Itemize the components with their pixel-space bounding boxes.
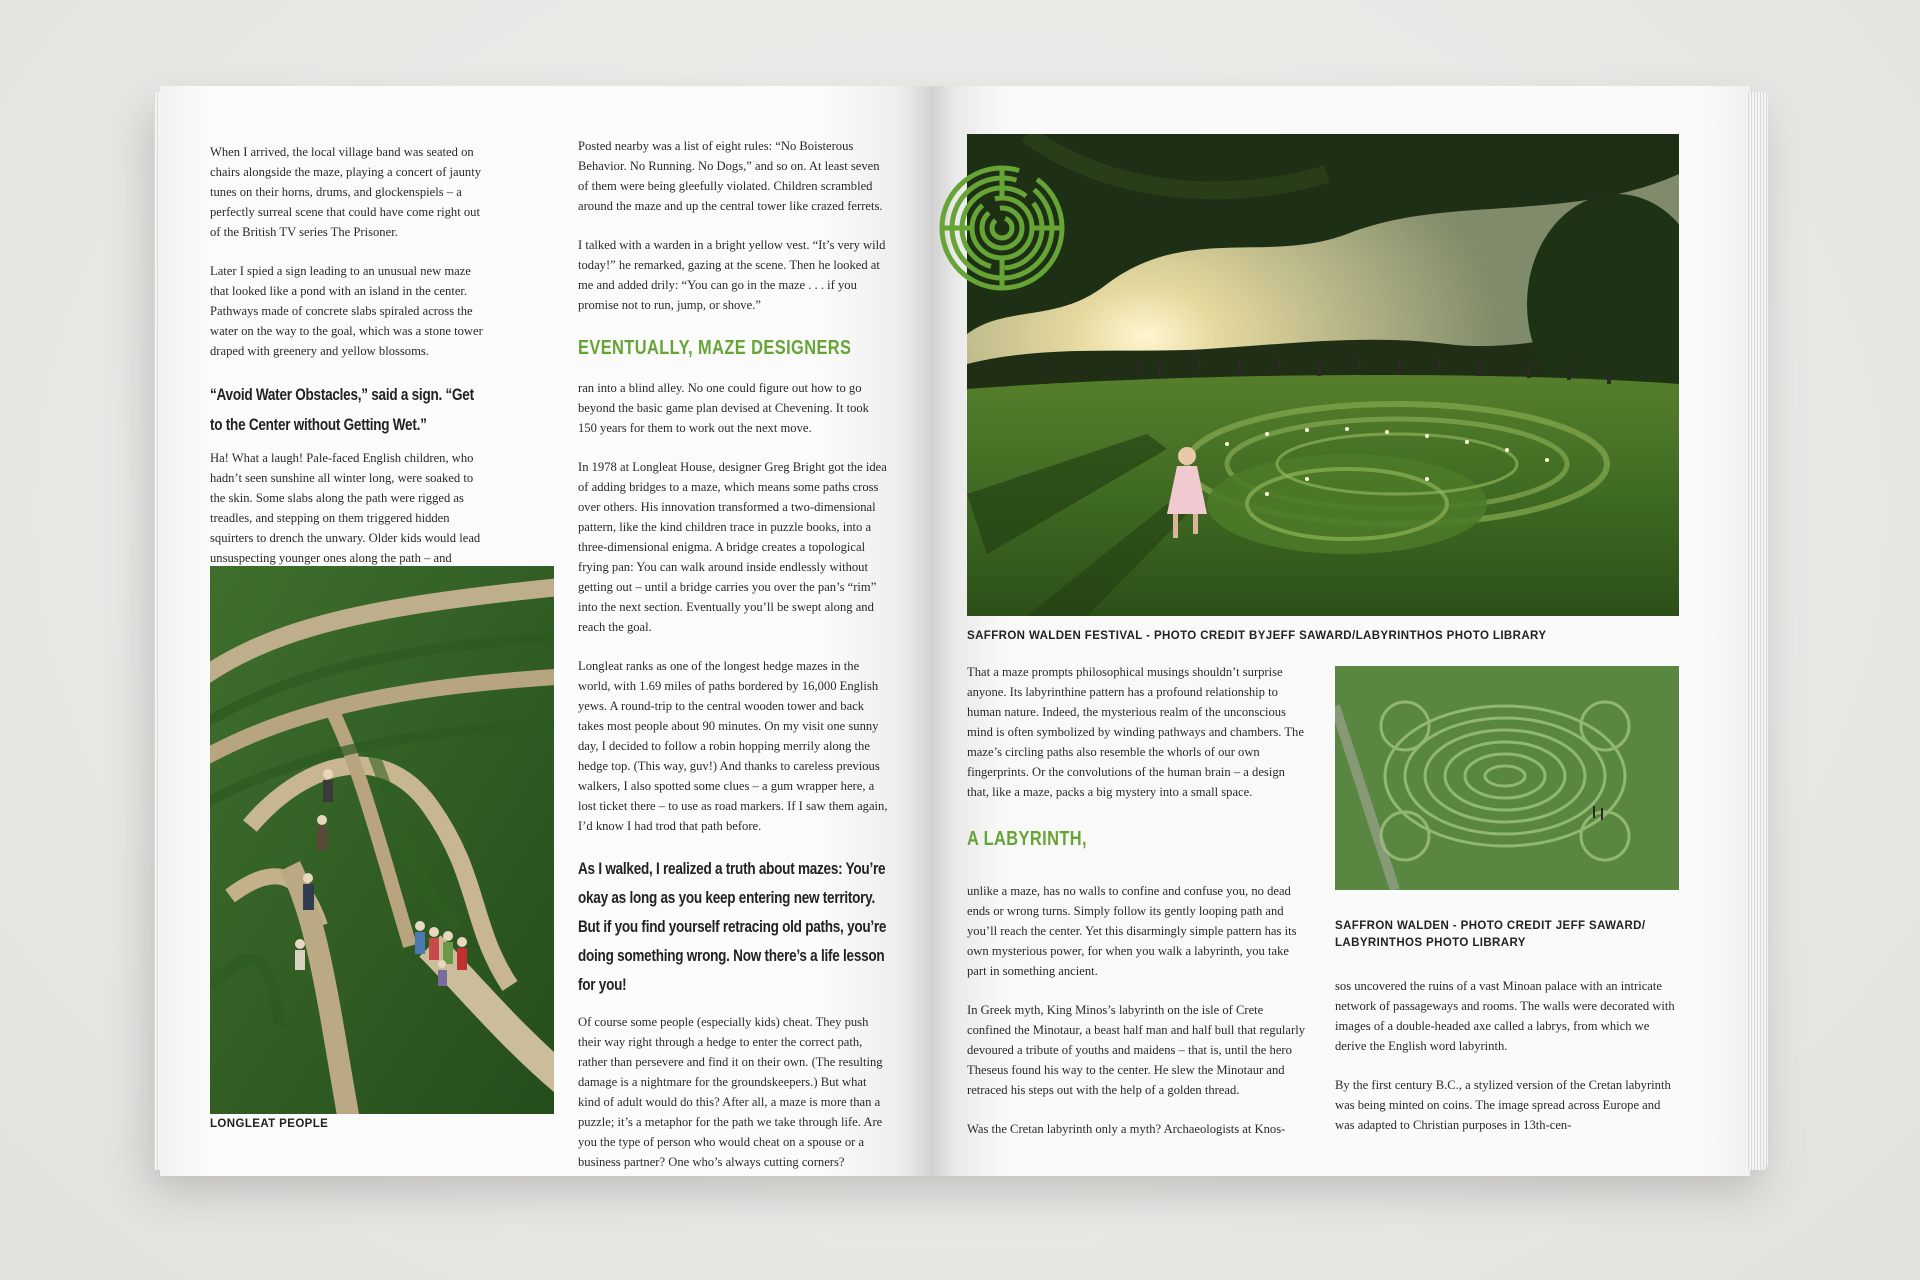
section-heading-text: EVENTUALLY, MAZE DESIGNERS <box>578 337 852 359</box>
paragraph: In Greek myth, King Minos’s labyrinth on the isle of Crete confined the Minotaur, a beast half man and half bull that regularly devoured a tribute of youths and maidens – that is, until the hero Theseus found his way to the center. He slew the Minotaur and retraced his steps out with the help of a golden thread. <box>967 1003 1306 1097</box>
saffron-walden-festival-photo <box>967 134 1679 616</box>
left-column-1 <box>210 142 490 607</box>
paragraph: By the first century B.C., a stylized version of the Cretan labyrinth was being minted on coins. The image spread across Europe and was adapted to Christian purposes in 13th-cen- <box>1335 1078 1671 1132</box>
paragraph: That a maze prompts philosophical musings shouldn’t surprise anyone. Its labyrinthine pattern has a profound relationship to human nature. Indeed, the mysterious realm of the unconscious mind is often symbolized by winding pathways and chambers. The maze’s circling paths also resemble the whorls of our own fingerprints. Or the convolutions of the human brain – a design that, like a maze, packs a big mystery into a small space. <box>967 665 1304 799</box>
pull-quote: As I walked, I realized a truth about mazes: You’re okay as long as you keep entering new territory. But if you find yourself retracing old paths, you’re doing something wrong. Now there’s a life lesson for you! <box>578 860 887 994</box>
left-column-2 <box>578 136 890 1176</box>
paragraph: When I arrived, the local village band was seated on chairs alongside the maze, playing a concert of jaunty tunes on their horns, drums, and glockenspiels – a perfectly surreal scene that could have come right out of the British TV series The Prisoner. <box>210 145 482 239</box>
saffron-walden-aerial-photo <box>1335 666 1679 890</box>
paragraph: Of course some people (especially kids) cheat. They push their way right through a hedge to enter the correct path, rather than persevere and find it on their own. (The resulting damage is a nightmare for the groundskeepers.) But what kind of adult would do this? After all, a maze is more than a puzzle; it’s a metaphor for the path we take through life. Are you the type of person who would cheat on a spouse or a business partner? One who’s always cutting corners? <box>578 1015 883 1169</box>
pull-quote: “Avoid Water Obstacles,” said a sign. “Get to the Center without Getting Wet.” <box>210 386 474 434</box>
paragraph: In 1978 at Longleat House, designer Greg Bright got the idea of adding bridges to a maze, which means some paths cross over others. His innovation transformed a two-dimensional pattern, like the kind children trace in puzzle books, into a three-dimensional enigma. A bridge creates a topological frying pan: You can walk around inside endlessly without getting out – until a bridge carries you over the pan’s “rim” into the next section. Eventually you’ll be swept along and reach the goal. <box>578 460 887 634</box>
paragraph: Later I spied a sign leading to an unusual new maze that looked like a pond with an island in the center. Pathways made of concrete slabs spiraled across the water on the way to the goal, which was a stone tower draped with greenery and yellow blossoms. <box>210 264 483 358</box>
right-page <box>930 86 1750 1176</box>
paragraph: Ha! What a laugh! Pale-faced English children, who hadn’t seen sunshine all winter long, were soaked to the skin. Some slabs along the path were rigged as treadles, and stepping on them triggered hidden squirters to drench the unwary. Older kids would lead unsuspecting younger ones along the path – and <box>210 451 481 565</box>
paragraph: ran into a blind alley. No one could figure out how to go beyond the basic game plan devised at Chevening. It took 150 years for them to work out the next move. <box>578 381 869 435</box>
section-heading <box>578 337 890 360</box>
paragraph: I talked with a warden in a bright yellow vest. “It’s very wild today!” he remarked, gazing at the scene. Then he looked at me and added drily: “You can go in the maze . . . if you promise not to run, jump, or shove.” <box>578 238 886 312</box>
right-column-1 <box>967 662 1307 1158</box>
paragraph: Was the Cretan labyrinth only a myth? Archaeologists at Knos- <box>967 1122 1286 1136</box>
longleat-maze-photo <box>210 566 554 1114</box>
right-column-2 <box>1335 976 1675 1154</box>
photo-caption <box>1335 918 1645 952</box>
caption-line: LABYRINTHOS PHOTO LIBRARY <box>1335 937 1526 949</box>
photo-caption: SAFFRON WALDEN FESTIVAL - PHOTO CREDIT BYJEFF SAWARD/LABYRINTHOS PHOTO LIBRARY <box>967 630 1547 642</box>
left-page <box>160 86 930 1176</box>
paragraph: unlike a maze, has no walls to confine and confuse you, no dead ends or wrong turns. Simply follow its gently looping path and you’ll reach the center. Yet this disarmingly simple pattern has its own mysterious power, for when you walk a labyrinth, you take part in something ancient. <box>967 884 1297 978</box>
section-heading-text: A LABYRINTH, <box>967 828 1088 850</box>
section-heading <box>967 828 1307 851</box>
caption-line: SAFFRON WALDEN - PHOTO CREDIT JEFF SAWARD/ <box>1335 920 1646 932</box>
right-page-edges <box>1746 92 1768 1170</box>
paragraph: Longleat ranks as one of the longest hedge mazes in the world, with 1.69 miles of paths bordered by 16,000 English yews. A round-trip to the central wooden tower and back takes most people about 90 minutes. On my visit one sunny day, I decided to follow a robin hopping merrily along the hedge top. (This way, guv!) And thanks to careless previous walkers, I also spotted some clues – a gum wrapper here, a lost ticket there – to use as road markers. If I saw them again, I’d know I had trod that path before. <box>578 659 888 833</box>
paragraph: sos uncovered the ruins of a vast Minoan palace with an intricate network of passageways and rooms. The walls were decorated with images of a double-headed axe called a labrys, from which we derive the English word labyrinth. <box>1335 979 1675 1053</box>
labyrinth-logo-icon <box>936 162 1068 294</box>
paragraph: Posted nearby was a list of eight rules: “No Boisterous Behavior. No Running. No Dogs,” and so on. At least seven of them were being gleefully violated. Children scrambled around the maze and up the central tower like crazed ferrets. <box>578 139 883 213</box>
photo-caption: LONGLEAT PEOPLE <box>210 1118 329 1130</box>
